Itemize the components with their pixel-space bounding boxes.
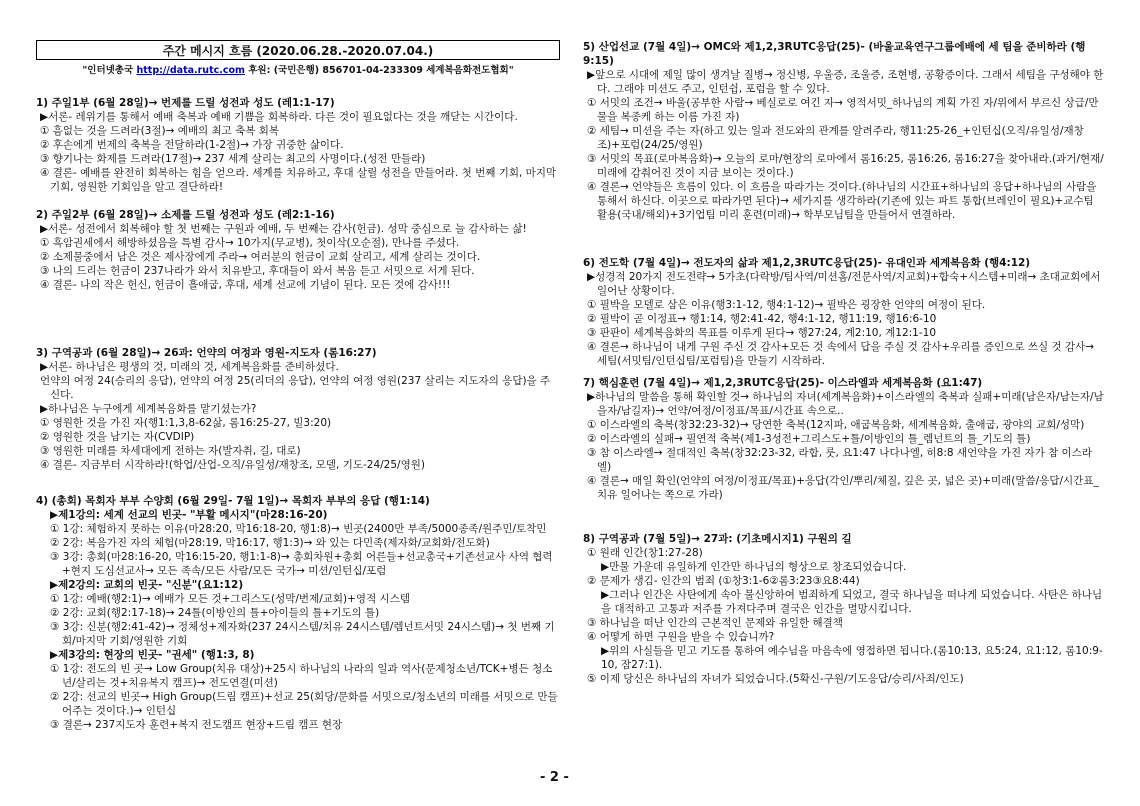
page-title: 주간 메시지 흐름 (2020.06.28.-2020.07.04.): [36, 40, 560, 60]
section-7: 7) 핵심훈련 (7월 4일)→ 제1,2,3RUTC응답(25)- 이스라엘과 세계복음화 (요1:47) ▶하나님의 말씀을 통해 확인할 것→ 하나님의 자녀(세계복음화)+이스라엘의 축복과 실패+미래(남은자/남는자/남을자/남길자)→ 언약/여정/이정표/목표/시간표 속으로.. ① 이스라엘의 축복(창32:23-32)→ 당연한 축복(12지파, 애굽복음화, 세계복음화, 출애굽, 광야의 교회/성막) ② 이스라엘의 실패→ 필연적 축복(제1-3성전+그리스도+틀/이방인의 틀_렘넌트의 틀_기도의 틀) ③ 참 이스라엘→ 절대적인 축복(창32:23-32, 라합, 룻, 요1:47 나다나엘, 히8:8 새언약을 가진 자가 참 이스라엘) ④ 결론→ 매일 확인(언약의 여정/이정표/목표)+응답(각인/뿌리/체질, 깊은 곳, 넓은 곳)+미래(말씀/응답/시간표_치유 일어나는 쪽으로 가라): [583, 377, 1104, 501]
section-6: 6) 전도학 (7월 4일)→ 전도자의 삶과 제1,2,3RUTC응답(25)- 유대인과 세계복음화 (행4:12) ▶성경적 20가지 전도전략→ 5가초(다락방/팀사역/미션홈/전문사역/지교회)+합숙+시스템+미래→ 초대교회에서 일어난 상황이다. ① 필박을 모델로 삼은 이유(행3:1-12, 행4:1-12)→ 필박은 굉장한 언약의 여정이 된다. ② 필박이 곧 이정표→ 행1:14, 행2:41-42, 행4:1-12, 행11:19, 행16:6-10 ③ 판판이 세계복음화의 목표를 이루게 된다→ 행27:24, 계2:10, 계12:1-10 ④ 결론→ 하나님이 내게 구원 주신 것 감사+모든 것 속에서 답을 주실 것 감사+우리를 증인으로 쓰실 것 감사→ 세팀(서밋팀/인턴십팀/포럼팀)을 만들기 시작하라.: [583, 256, 1105, 368]
section-4: 4) (총회) 목회자 부부 수양회 (6월 29일- 7월 1일)→ 목회자 부부의 응답 (행1:14) ▶제1강의: 세계 선교의 빈곳- "부활 메시지"(마28:16-20) ① 1강: 체험하지 못하는 이유(마28:20, 막16:18-20, 행1:8)→ 빈곳(2400만 부족/5000종족/원주민/토착민 ② 2강: 복음가진 자의 체험(마28:19, 막16:17, 행1:3)→ 와 있는 다민족(제자화/교회화/전도화) ③ 3강: 총회(마28:16-20, 막16:15-20, 행1:1-8)→ 총회차원+총회 어른들+선교총국+기존선교사 사역 협력+현지 도심선교사→ 모든 족속/모든 사람/모든 국가→ 미션/인턴십/포럼 ▶제2강의: 교회의 빈곳- "신분"(요1:12) ① 1강: 예배(행2:1)→ 예배가 모든 것+그리스도(성막/번제/교회)+영적 시스템 ② 2강: 교회(행2:17-18)→ 24틀(이방인의 틀+아이들의 틀+기도의 틀) ③ 3강: 신분(행2:41-42)→ 정체성+제자화(237 24시스템/치유 24시스템/렘넌트서밋 24시스템)→ 첫 번째 기회/마지막 기회/영원한 기회 ▶제3강의: 현장의 빈곳- "권세" (행1:3, 8) ① 1강: 전도의 빈 곳→ Low Group(치유 대상)+25시 하나님의 나라의 일과 역사(문제청소년/TCK+병든 청소년/살리는 것+치유복지 캠프)→ 전도연결(미션) ② 2강: 선교의 빈곳→ High Group(드림 캠프)+선교 25(회당/문화를 서밋으로/청소년의 미래를 서밋으로 만들어주는 것이다.)→ 인턴십 ③ 결론→ 237지도자 훈련+복지 전도캠프 현장+드림 캠프 현장: [36, 494, 560, 732]
section-heading: 3) 구역공과 (6월 28일)→ 26과: 언약의 여정과 영원-지도자 (롬16:27): [36, 347, 377, 359]
sponsor-line: "인터넷총국 http://data.rutc.com 후원: (국민은행) 856701-04-233309 세계복음화전도협회": [82, 65, 514, 76]
section-1: 1) 주일1부 (6월 28일)→ 번제를 드릴 성전과 성도 (레1:1-17) ▶서론- 레위기를 통해서 예배 축복과 예배 기쁨을 회복하라. 다른 것이 필요없다는 것을 깨닫는 시간이다. ① 흠없는 것을 드려라(3절)→ 예배의 최고 축복 회복 ② 후손에게 번제의 축복을 전달하라(1-2절)→ 가장 귀중한 삶이다. ③ 향기나는 화제를 드려라(17절)→ 237 세계 살리는 최고의 사명이다.(성전 만들라) ④ 결론- 예배를 완전히 회복하는 힘을 얻으라. 세계를 치유하고, 후대 살릴 성전을 만들어라. 첫 번째 기회, 마지막 기회, 영원한 기회임을 알고 결단하라!: [36, 96, 560, 194]
section-heading: 8) 구역공과 (7월 5일)→ 27과: (기초메시지1) 구원의 길: [583, 533, 852, 545]
section-5: 5) 산업선교 (7월 4일)→ OMC와 제1,2,3RUTC응답(25)- (바울교육연구그룹에배에 세 팀을 준비하라 (행9:15) ▶앞으로 시대에 제일 많이 생겨날 질병→ 정신병, 우울증, 조울증, 조현병, 공황증이다. 그래서 세팀을 구성해야 한다. 그래야 미션도 주고, 인턴쉽, 포럼을 할 수 있다. ① 서밋의 조건→ 바울(공부한 사람→ 베실로로 여긴 자→ 영적서밋_하나님의 계획 가진 자/위에서 부르신 상급/만물을 복종케 하는 이름 가진 자) ② 세팀→ 미션을 주는 자(하고 있는 일과 전도와의 관계를 알려주라, 행11:25-26_+인턴십(오직/유일성/재창조)+포럼(24/25/영원) ③ 서밋의 목표(로마복음화)→ 오늘의 로마/현장의 로마에서 롬16:25, 롬16:26, 롬16:27을 찾아내라.(과거/현재/미래에 감춰어진 것이 지금 보이는 것이다.) ④ 결론→ 언약들은 흐름이 있다. 이 흐름을 따라가는 것이다.(하나님의 시간표+하나님의 응답+하나님의 사람을 통해서 하신다. 이곳으로 따라가면 된다)→ 세가지를 생각하라(기존에 있는 파트 통합(브레인이 필요)+교수팀 활용(국내/해외)+3기업팀 미리 훈련(미래)→ 학부모님팀을 만들어서 연결하라.: [583, 41, 1104, 221]
section-heading: 6) 전도학 (7월 4일)→ 전도자의 삶과 제1,2,3RUTC응답(25)- 유대인과 세계복음화 (행4:12): [583, 257, 1031, 269]
section-heading: 2) 주일2부 (6월 28일)→ 소제를 드릴 성전과 성도 (레2:1-16): [36, 209, 335, 221]
section-8: 8) 구역공과 (7월 5일)→ 27과: (기초메시지1) 구원의 길 ① 원래 인간(창1:27-28) ▶만물 가운데 유일하게 인간만 하나님의 형상으로 창조되었습니다. ② 문제가 생김- 인간의 범죄 (①창3:1-6②롬3:23③요8:44) ▶그러나 인간은 사탄에게 속아 불신앙하여 범죄하게 되었고, 결국 하나님을 떠나게 되었습니다. 사탄은 하나님을 대적하고 고통과 저주를 가져다주며 결국은 인간을 멸망시킵니다. ③ 하나님을 떠난 인간의 근본적인 문제와 유일한 해결책 ④ 어떻게 하면 구원을 받을 수 있습니까? ▶위의 사실들을 믿고 기도를 통하여 예수님을 마음속에 영접하면 됩니다.(롬10:13, 요5:24, 요1:12, 롬10:9-10, 잠27:1). ⑤ 이제 당신은 하나님의 자녀가 되었습니다.(5확신-구원/기도응답/승리/사죄/인도): [583, 532, 1105, 686]
section-heading: 5) 산업선교 (7월 4일)→ OMC와 제1,2,3RUTC응답(25)- (바울교육연구그룹에배에 세 팀을 준비하라 (행9:15): [583, 41, 1086, 67]
section-3: 3) 구역공과 (6월 28일)→ 26과: 언약의 여정과 영원-지도자 (롬16:27) ▶서론- 하나님은 평생의 것, 미래의 것, 세계복음화를 준비하셨다. 언약의 여정 24(승리의 응답), 언약의 여정 25(리더의 응답), 언약의 여정 영원(237 살리는 지도자의 응답)을 주신다. ▶하나님은 누구에게 세계복음화를 맡기셨는가? ① 영원한 것을 가진 자(행1:1,3,8-62삶, 롬16:25-27, 빌3:20) ② 영원한 것을 남기는 자(CVDIP) ③ 영원한 미래를 차세대에게 전하는 자(발자취, 길, 대로) ④ 결론- 지금부터 시작하라!(학업/산업-오직/유일성/재창조, 모델, 기도-24/25/영원): [36, 346, 560, 472]
section-heading: 1) 주일1부 (6월 28일)→ 번제를 드릴 성전과 성도 (레1:1-17): [36, 97, 335, 109]
section-heading: 7) 핵심훈련 (7월 4일)→ 제1,2,3RUTC응답(25)- 이스라엘과 세계복음화 (요1:47): [583, 377, 983, 389]
section-2: 2) 주일2부 (6월 28일)→ 소제를 드릴 성전과 성도 (레2:1-16) ▶서론- 성전에서 회복해야 할 첫 번째는 구원과 예배, 두 번째는 감사(헌금). 성막 중심으로 늘 감사하는 삶! ① 흑암권세에서 해방하셨음을 특별 감사→ 10가지(무교병), 첫이삭(오순절), 만나를 주셨다. ② 소제물중에서 남은 것은 제사장에게 주라→ 여러분의 헌금이 교회 살리고, 세계 살리는 것이다. ③ 나의 드리는 헌금이 237나라가 와서 치유받고, 후대들이 와서 복음 듣고 서밋으로 서게 된다. ④ 결론- 나의 작은 헌신, 헌금이 흘애굽, 후대, 세계 선교에 기념이 된다. 모든 것에 감사!!!: [36, 208, 560, 292]
section-heading: 4) (총회) 목회자 부부 수양회 (6월 29일- 7월 1일)→ 목회자 부부의 응답 (행1:14): [36, 495, 430, 507]
page-number: - 2 -: [540, 770, 569, 785]
website-link[interactable]: http://data.rutc.com: [136, 65, 245, 76]
